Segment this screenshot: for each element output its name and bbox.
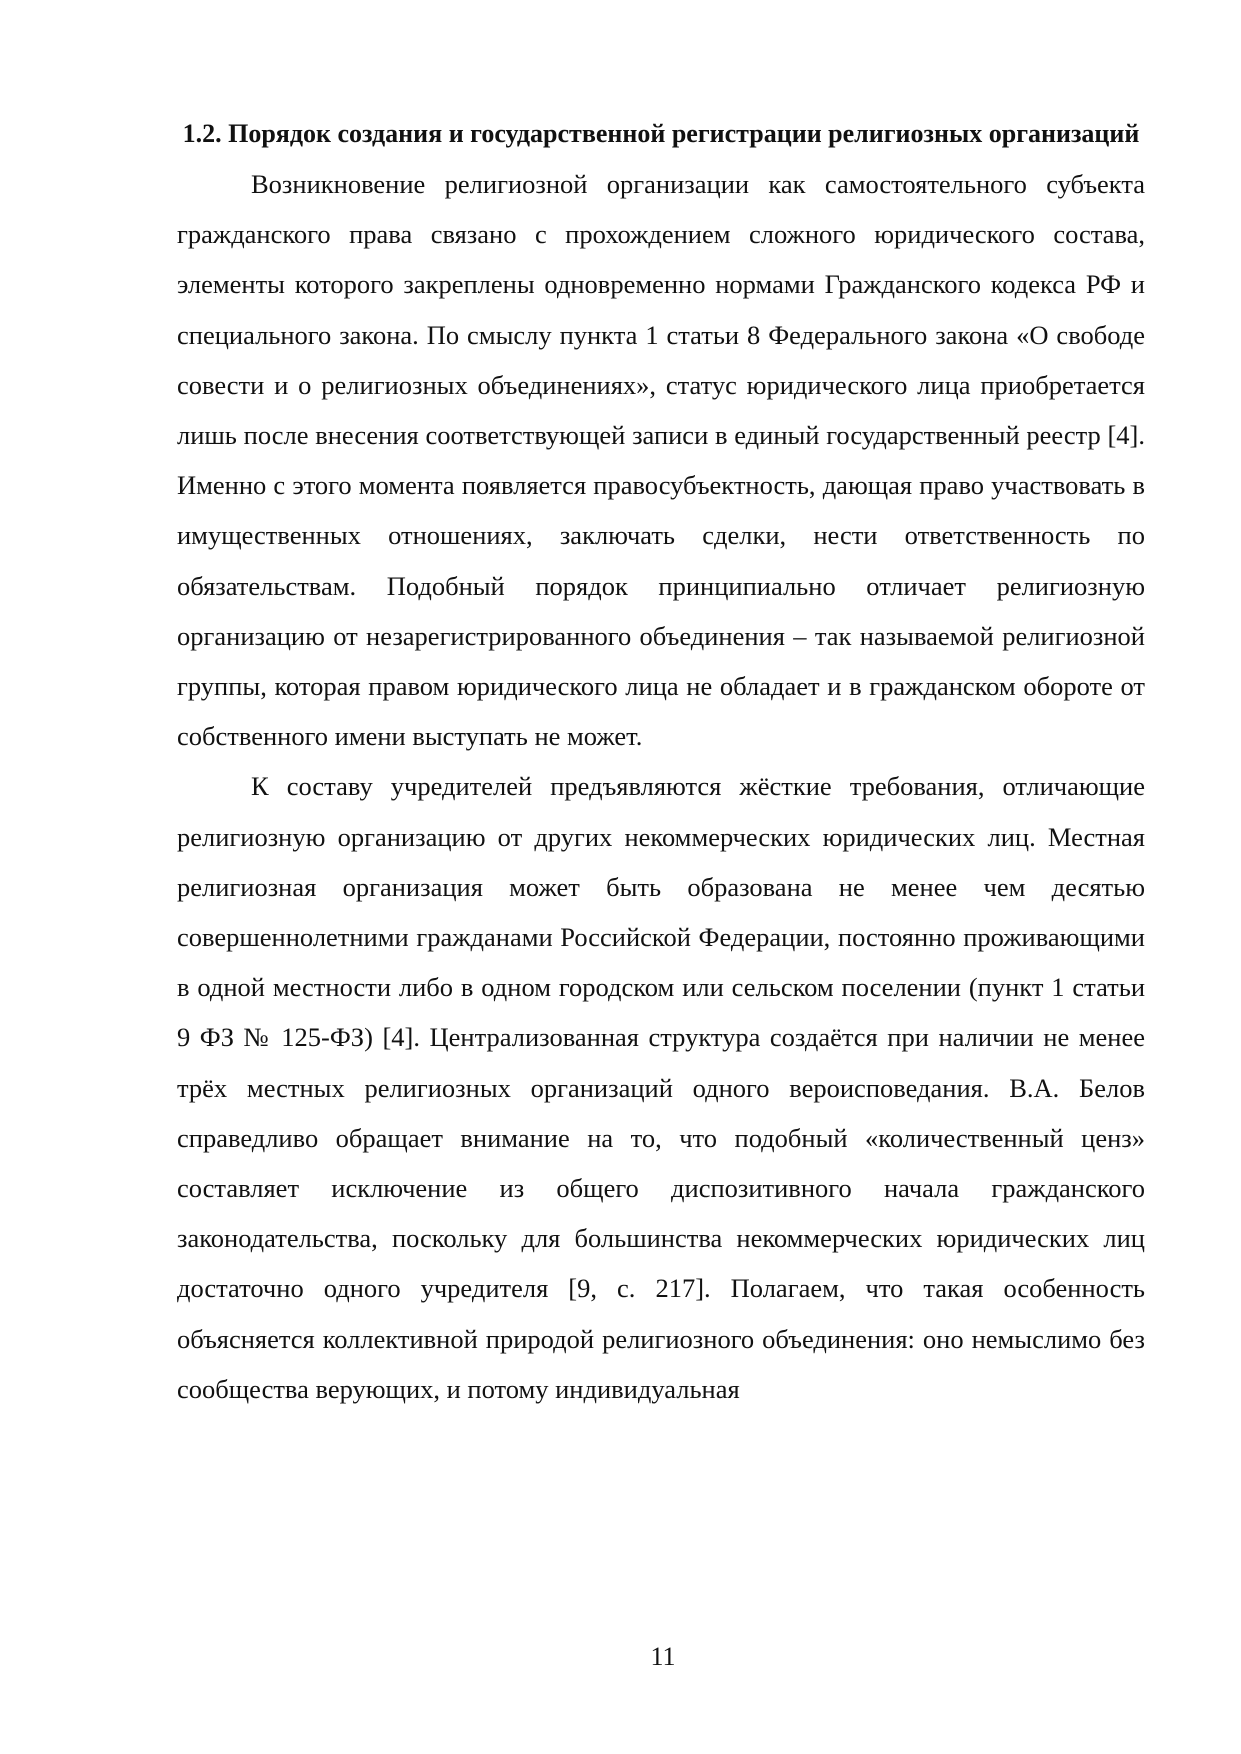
body-paragraph-2: К составу учредителей предъявляются жёсткие требования, отличающие религиозную организацию от других некоммерческих юридических лиц. Местная религиозная организация может быть образована не менее чем десятью совершеннолетними гражданами Российской Федерации, постоянно проживающими в одной местности либо в одном городском или сельском поселении (пункт 1 статьи 9 ФЗ № 125-ФЗ) [4]. Централизованная структура создаётся при наличии не менее трёх местных религиозных организаций одного вероисповедания. В.А. Белов справедливо обращает внимание на то, что подобный «количественный ценз» составляет исключение из общего диспозитивного начала гражданского законодательства, поскольку для большинства некоммерческих юридических лиц достаточно одного учредителя [9, с. 217]. Полагаем, что такая особенность объясняется коллективной природой религиозного объединения: оно немыслимо без сообщества верующих, и потому индивидуальная (177, 771, 1145, 1404)
page-number: 11 (650, 1642, 676, 1671)
page-content (177, 118, 1145, 1414)
body-paragraph-1: Возникновение религиозной организации как самостоятельного субъекта гражданского права связано с прохождением сложного юридического состава, элементы которого закреплены одновременно нормами Гражданского кодекса РФ и специального закона. По смыслу пункта 1 статьи 8 Федерального закона «О свободе совести и о религиозных объединениях», статус юридического лица приобретается лишь после внесения соответствующей записи в единый государственный реестр [4]. Именно с этого момента появляется правосубъектность, дающая право участвовать в имущественных отношениях, заключать сделки, нести ответственность по обязательствам. Подобный порядок принципиально отличает религиозную организацию от незарегистрированного объединения – так называемой религиозной группы, которая правом юридического лица не обладает и в гражданском обороте от собственного имени выступать не может. (177, 169, 1145, 752)
section-heading: 1.2. Порядок создания и государственной регистрации религиозных организаций (182, 119, 1140, 148)
